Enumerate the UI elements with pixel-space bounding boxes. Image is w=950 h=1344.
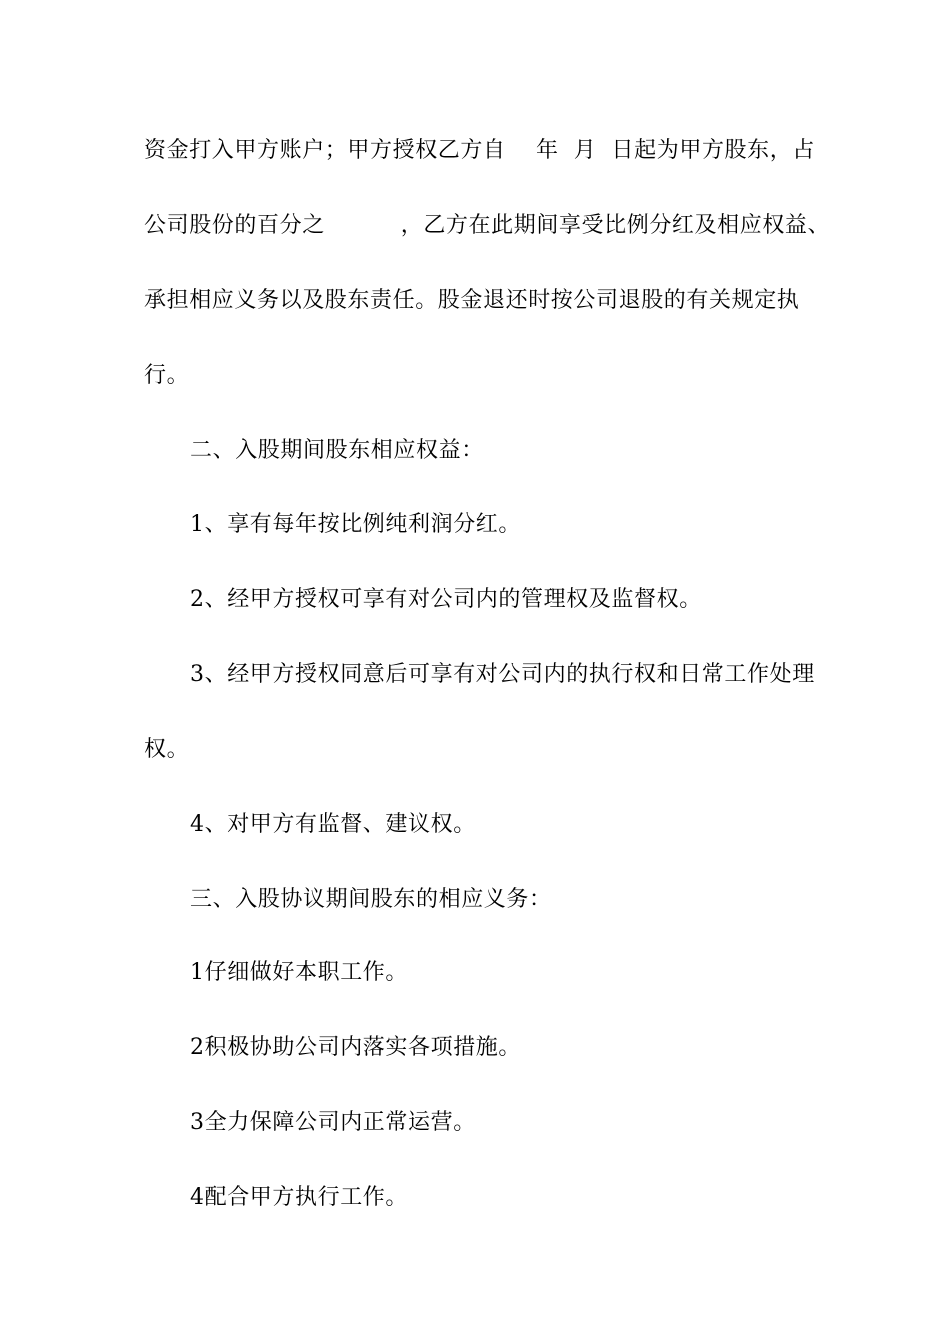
obligations-item-2: 2积极协助公司内落实各项措施。 <box>190 1035 521 1060</box>
obligations-item-1: 1仔细做好本职工作。 <box>190 960 408 985</box>
rights-item-3-continued: 权。 <box>144 737 190 762</box>
obligations-item-4: 4配合甲方执行工作。 <box>190 1185 408 1210</box>
paragraph-line-capital-transfer: 资金打入甲方账户；甲方授权乙方自 年 月 日起为甲方股东，占 <box>144 138 815 163</box>
section-heading-rights: 二、入股期间股东相应权益： <box>190 438 484 463</box>
paragraph-line-obligations: 承担相应义务以及股东责任。股金退还时按公司退股的有关规定执 <box>144 288 800 313</box>
rights-item-3: 3、经甲方授权同意后可享有对公司内的执行权和日常工作处理 <box>190 662 815 687</box>
obligations-item-3: 3全力保障公司内正常运营。 <box>190 1110 476 1135</box>
section-heading-obligations: 三、入股协议期间股东的相应义务： <box>190 887 552 912</box>
rights-item-1: 1、享有每年按比例纯利润分红。 <box>190 512 521 537</box>
rights-item-4: 4、对甲方有监督、建议权。 <box>190 812 476 837</box>
paragraph-line-share-percentage: 公司股份的百分之 ，乙方在此期间享受比例分红及相应权益、 <box>144 213 831 238</box>
rights-item-2: 2、经甲方授权可享有对公司内的管理权及监督权。 <box>190 587 702 612</box>
paragraph-line-end: 行。 <box>144 363 190 388</box>
